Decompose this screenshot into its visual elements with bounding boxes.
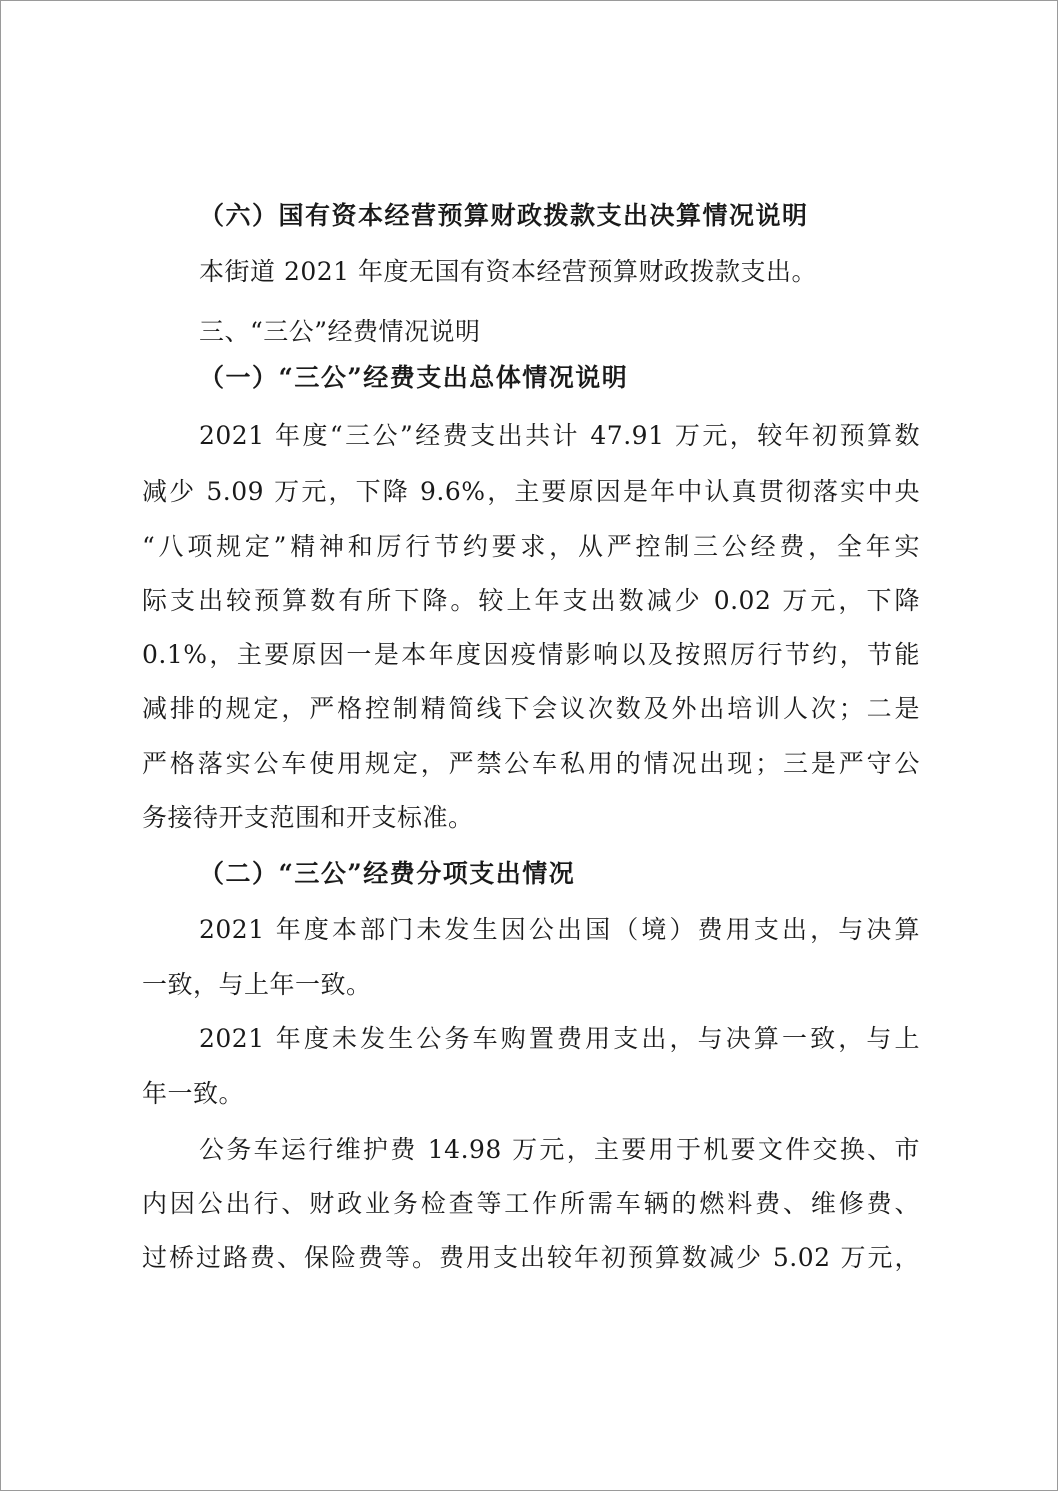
- paragraph-line: 2021 年度未发生公务车购置费用支出，与决算一致，与上: [199, 1024, 920, 1053]
- paragraph-line: 内因公出行、财政业务检查等工作所需车辆的燃料费、维修费、: [142, 1189, 920, 1218]
- paragraph-line: 一致，与上年一致。: [142, 970, 372, 999]
- paragraph-line: 年一致。: [142, 1079, 245, 1108]
- paragraph-line: 2021 年度本部门未发生因公出国（境）费用支出，与决算: [199, 915, 920, 944]
- section-6-heading: （六）国有资本经营预算财政拨款支出决算情况说明: [199, 201, 809, 230]
- paragraph-line: 际支出较预算数有所下降。较上年支出数减少 0.02 万元，下降: [142, 586, 920, 615]
- paragraph-line: 公务车运行维护费 14.98 万元，主要用于机要文件交换、市: [199, 1135, 920, 1164]
- paragraph-line: 务接待开支范围和开支标准。: [142, 803, 474, 832]
- paragraph-line: 减少 5.09 万元，下降 9.6%，主要原因是年中认真贯彻落实中央: [142, 477, 920, 506]
- paragraph-line: 2021 年度“三公”经费支出共计 47.91 万元，较年初预算数: [199, 421, 920, 450]
- paragraph-line: 过桥过路费、保险费等。费用支出较年初预算数减少 5.02 万元，: [142, 1243, 920, 1272]
- subsection-1-heading: （一）“三公”经费支出总体情况说明: [199, 363, 629, 392]
- paragraph-line: 减排的规定，严格控制精简线下会议次数及外出培训人次；二是: [142, 694, 920, 723]
- paragraph-line: “八项规定”精神和厉行节约要求，从严控制三公经费，全年实: [142, 532, 920, 561]
- section-3-heading: 三、“三公”经费情况说明: [199, 317, 481, 346]
- paragraph-line: 严格落实公车使用规定，严禁公车私用的情况出现；三是严守公: [142, 749, 920, 778]
- subsection-2-heading: （二）“三公”经费分项支出情况: [199, 859, 576, 888]
- section-6-text: 本街道 2021 年度无国有资本经营预算财政拨款支出。: [199, 257, 818, 286]
- paragraph-line: 0.1%，主要原因一是本年度因疫情影响以及按照厉行节约，节能: [142, 640, 920, 669]
